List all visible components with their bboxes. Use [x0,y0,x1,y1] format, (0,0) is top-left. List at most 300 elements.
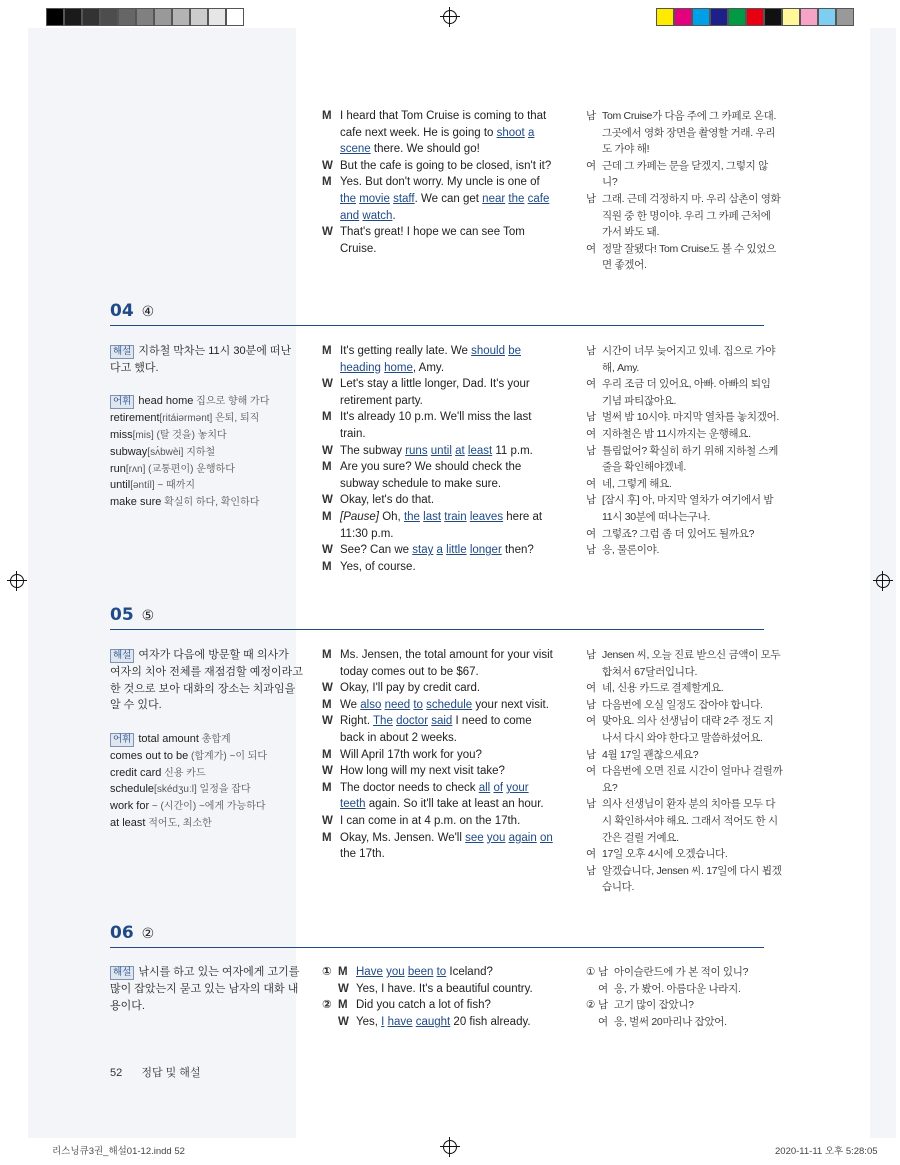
choice-number: ① [322,966,332,978]
translation-line [586,763,782,780]
blank-answer: Have [356,966,383,978]
answer-symbol: ④ [141,303,155,319]
translation-line [586,830,679,847]
translation-text: 11시 30분에 떠나는구나. [602,511,710,523]
vocab-gloss: 은퇴, 퇴직 [212,413,260,425]
dialogue-text: retirement party. [340,394,423,407]
translation-line [586,664,697,681]
vocab-pronunciation: [rʌn] [125,463,146,475]
vocab-word: schedule [110,783,155,796]
translation-line [586,509,710,526]
translation-line [586,108,776,125]
speaker-label: M [322,698,332,711]
translation-text: 요? [602,781,618,794]
dialogue-text: Yes. But don't worry. My uncle is one of [340,176,540,189]
speaker-label: M [322,411,332,424]
vocab-item [110,494,259,512]
vocab-item [110,410,259,428]
vocab-word: until [110,479,131,492]
explanation-text: 여자의 치아 전체를 재점검할 예정이라고 [110,665,303,678]
dialogue-line [322,846,385,863]
explanation-line [110,998,145,1015]
color-bar [656,8,854,26]
translation-text: 그래. 근데 걱정하지 마. 우리 삼촌이 영화 [602,193,781,205]
vocab-item [110,748,267,766]
speaker-label: 남 [598,966,608,978]
choice-number: ② [586,999,596,1012]
translation-line [586,158,768,175]
dialogue-text: here at [503,511,543,523]
explanation-text: 여자가 다음에 방문할 때 의사가 [138,649,289,661]
dialogue-line [322,208,396,225]
blank-answer: the [403,511,420,523]
vocab-gloss: 적어도, 최소한 [145,818,212,829]
dialogue-text: Yes, of course. [340,560,416,573]
speaker-label: 여 [586,715,596,728]
translation-text: 그곳에서 영화 장면을 촬영할 거래. 우리 [602,126,776,139]
speaker-label: M [322,560,332,573]
section-header [110,301,764,326]
dialogue-line [322,360,444,377]
blank-answer: staff [393,193,415,205]
dialogue-line [322,763,505,780]
dialogue-line [322,141,480,158]
translation-text: [잠시 후] 아, 마지막 열차가 여기에서 밤 [602,494,774,507]
speaker-label: W [338,982,349,995]
speaker-label: 여 [598,1015,608,1028]
blank-answer: the [340,193,356,205]
translation-text: 네, 신용 카드로 결제할게요. [602,682,724,695]
translation-line [586,1014,727,1031]
blank-answer: a [436,544,443,557]
translation-text: 고기 많이 잡았니? [614,999,694,1012]
answer-symbol: ⑤ [141,607,155,623]
vocab-item [110,393,269,411]
speaker-label: W [322,444,333,457]
explanation-text: 다고 했다. [110,361,159,374]
blank-answer: be [508,345,521,357]
vocab-word: head home [138,395,194,408]
dialogue-line [322,697,549,714]
translation-text: 시 확인하셔야 해요. 그래서 적어도 한 시 [602,815,778,827]
blank-answer: at [455,444,465,457]
speaker-label: M [322,461,332,474]
translation-line [586,208,771,225]
vocab-item [110,765,206,783]
dialogue-text: train. [340,428,366,440]
vocab-pronunciation: [sʌ́bwèi] [147,446,184,458]
dialogue-text: How long will my next visit take? [340,765,505,778]
dialogue-text: I can come in at 4 p.m. on the 17th. [340,815,521,827]
vocab-gloss: 총합계 [198,734,231,745]
speaker-label: 여 [586,428,596,440]
explanation-line [110,343,291,360]
footer-title: 정답 및 해설 [141,1067,201,1079]
translation-line [586,697,763,714]
speaker-label: W [322,378,333,391]
vocab-gloss: (교통편이) 운행하다 [145,463,235,475]
translation-text: 기념 파티잖아요. [602,394,677,407]
dialogue-line [322,559,416,576]
translation-line [586,141,649,158]
speaker-label: M [322,781,332,794]
slug-date: 2020-11-11 오후 5:28:05 [775,1146,878,1157]
translation-line [586,376,771,393]
translation-text: 면 좋겠어. [602,259,647,272]
blank-answer: scene [340,143,371,156]
dialogue-text: It's getting really late. We [340,345,472,357]
blank-answer: should [471,345,505,357]
dialogue-line [322,191,549,208]
dialogue-text: your next visit. [472,698,549,711]
dialogue-text: 20 fish already. [450,1015,531,1028]
vocab-item [110,444,215,462]
vocab-gloss: 집으로 향해 가다 [193,396,270,408]
speaker-label: 여 [598,982,608,995]
speaker-label: 여 [586,848,596,861]
translation-line [586,409,779,426]
translation-line [586,492,773,509]
speaker-label: 여 [586,765,596,778]
dialogue-line [322,343,521,360]
translation-line [586,476,672,493]
translation-text: 벌써 밤 10시야. 마지막 열차를 놓치겠어. [602,411,780,424]
speaker-label: M [322,110,332,122]
translation-text: 시간이 너무 늦어지고 있네. 집으로 가야 [602,345,776,357]
registration-mark-icon [876,574,890,588]
translation-line [586,459,686,476]
explanation-text: 알 수 있다. [110,699,162,712]
question-number: 06 [110,923,134,943]
dialogue-line [322,747,482,764]
dialogue-line [322,813,520,830]
explanation-text: 한 것으로 보아 대화의 장소는 치과임을 [110,682,296,695]
dialogue-line [322,476,501,493]
explanation-line [110,697,162,714]
dialogue-text: I need to come [452,715,532,728]
question-number: 04 [110,301,134,321]
vocab-pronunciation: [mis] [132,430,154,441]
dialogue-line [322,443,533,460]
translation-line [586,191,780,208]
dialogue-text: again. So it'll take at least an hour. [365,798,544,811]
dialogue-line [322,647,553,664]
dialogue-text: back in about 2 weeks. [340,732,457,744]
blank-answer: last [423,511,442,523]
dialogue-text: The subway [340,444,406,457]
section-header [110,923,764,948]
dialogue-text: 11 p.m. [492,444,533,457]
dialogue-line [322,664,479,681]
blank-answer: watch [362,209,393,222]
dialogue-text: Ms. Jensen, the total amount for your visit [340,649,553,661]
speaker-label: M [338,999,348,1012]
vocab-word: comes out to be [110,749,189,762]
blank-answer: doctor [396,715,429,728]
dialogue-line [322,241,376,258]
speaker-label: W [322,815,333,827]
speaker-label: 남 [586,748,596,761]
speaker-label: W [322,682,333,695]
vocab-gloss: 확실히 하다, 확인하다 [161,497,260,509]
dialogue-text: Okay, Ms. Jensen. We'll [340,831,466,844]
speaker-label: W [322,544,333,557]
vocab-word: run [110,462,126,475]
translation-text: 간은 걸릴 거예요. [602,831,679,844]
translation-text: 도 가야 해! [602,143,650,156]
vocab-pronunciation: [əntíl] [130,480,155,492]
blank-answer: leaves [469,511,504,523]
explanation-line [110,360,159,377]
vocab-item [110,798,266,816]
translation-line [586,174,617,191]
speaker-label: M [322,511,332,523]
translation-text: Jensen 씨, 오늘 진료 받으신 금액이 모두 [602,649,781,661]
blank-answer: caught [415,1015,451,1028]
vocab-pronunciation: [ritáiərmənt] [159,413,213,425]
dialogue-text: Let's stay a little longer, Dad. It's your [340,378,530,391]
dialogue-line [322,542,534,559]
blank-answer: train [444,511,467,523]
translation-text: 다음번에 오면 진료 시간이 얼마나 걸릴까 [602,765,783,778]
blank-answer: to [436,966,447,978]
translation-line [586,964,748,981]
dialogue-line [322,1014,531,1031]
translation-line [586,360,639,377]
vocab-tag: 어휘 [110,733,134,747]
dialogue-text: cafe next week. He is going to [340,126,497,139]
translation-text: 지하철은 밤 11시까지는 운행해요. [602,428,751,440]
blank-answer: see [465,831,484,844]
speaker-label: 여 [586,378,596,391]
translation-text: 그렇죠? 그럼 좀 더 있어도 될까요? [602,527,755,540]
registration-mark-icon [10,574,24,588]
translation-text: 줄을 확인해야겠네. [602,461,686,474]
speaker-label: W [322,765,333,778]
speaker-label: 남 [586,193,596,205]
dialogue-line [322,393,423,410]
translation-line [586,125,775,142]
dialogue-line [322,426,366,443]
dialogue-line [322,125,534,142]
blank-answer: said [431,715,453,728]
dialogue-text: today comes out to be $67. [340,665,479,678]
dialogue-text: It's already 10 p.m. We'll miss the last [340,411,532,424]
translation-text: 17일 오후 4시에 오겠습니다. [602,848,728,861]
translation-text: 응, 가 봤어. 아름다운 나라지. [614,982,741,995]
translation-text: 응, 물론이야. [602,544,660,557]
dialogue-text: Did you catch a lot of fish? [356,999,491,1012]
blank-answer: a [527,126,535,139]
vocab-word: work for [110,800,150,813]
vocab-word: credit card [110,766,162,779]
translation-line [586,426,751,443]
vocab-word: total amount [138,733,199,745]
speaker-label: M [322,176,332,189]
explanation-line [110,981,298,998]
explanation-text: 용이다. [110,999,145,1012]
dialogue-text: See? Can we [340,544,413,557]
dialogue-text: Iceland? [446,966,493,978]
speaker-label: 남 [586,411,596,424]
translation-text: 틀림없어? 확실히 하기 위해 지하철 스케 [602,444,779,457]
dialogue-line [322,680,480,697]
vocab-word: miss [110,429,133,441]
dialogue-line [322,796,544,813]
translation-text: 네, 그렇게 해요. [602,477,672,490]
translation-text: 아이슬란드에 가 본 적이 있니? [614,966,749,978]
vocab-gloss: (합계가) ~이 되다 [188,750,268,762]
dialogue-text: the 17th. [340,848,385,861]
speaker-label: 남 [586,698,596,711]
dialogue-text: subway schedule to make sure. [340,477,502,490]
translation-line [586,981,741,998]
translation-text: 해, Amy. [602,361,640,374]
dialogue-text: The doctor needs to check [340,781,479,794]
translation-line [586,257,647,274]
speaker-label: 남 [598,999,608,1012]
translation-line [586,343,775,360]
vocab-word: at least [110,817,146,829]
blank-answer: runs [405,444,428,457]
blank-answer: you [386,966,405,978]
dialogue-line [322,509,542,526]
vocab-gloss: 신용 카드 [161,767,206,779]
translation-line [586,879,634,896]
translation-line [586,241,776,258]
slug-filename: 리스닝큐3권_해설01-12.indd 52 [52,1146,185,1157]
translation-text: 직원 중 한 명이야. 우리 그 카페 근처에 [602,209,771,222]
section-header [110,605,764,630]
dialogue-line [322,964,493,981]
dialogue-text: . We can get [414,193,483,205]
explanation-line [110,647,289,664]
speaker-label: 남 [586,345,596,357]
dialogue-text: there. We should go! [370,143,480,156]
blank-answer: all [478,781,491,794]
speaker-label: 남 [586,798,596,811]
dialogue-text: Okay, let's do that. [340,494,435,507]
blank-answer: again [508,831,537,844]
blank-answer: The [373,715,393,728]
dialogue-line [322,492,434,509]
translation-line [586,846,728,863]
blank-answer: near [482,193,506,205]
dialogue-text: Yes, I have. It's a beautiful country. [356,982,533,995]
vocab-pronunciation: [skédʒuːl] [154,784,197,796]
speaker-label: 남 [586,110,596,122]
dialogue-line [322,459,521,476]
vocab-tag: 어휘 [110,395,134,409]
translation-line [586,526,754,543]
vocab-gloss: (탈 것을) 놓치다 [153,430,227,441]
speaker-label: M [322,649,332,661]
translation-text: 정말 잘됐다! Tom Cruise도 볼 수 있었으 [602,242,777,255]
dialogue-line [322,526,394,543]
translation-line [586,443,778,460]
dialogue-line [322,730,457,747]
blank-answer: little [446,544,467,557]
dialogue-text: then? [501,544,534,557]
translation-text: 나서 다시 와야 한다고 말씀하셨어요. [602,732,763,744]
dialogue-line [322,108,546,125]
speaker-label: 남 [586,494,596,507]
registration-mark-icon [443,10,457,24]
speaker-label: W [322,226,333,239]
speaker-label: 남 [586,864,596,877]
dialogue-line [322,981,533,998]
explanation-text: 낚시를 하고 있는 여자에게 고기를 [138,966,300,978]
translation-line [586,863,782,880]
choice-number: ② [322,999,332,1012]
translation-line [586,780,617,797]
blank-answer: on [539,831,553,844]
blank-answer: shoot [496,126,525,139]
speaker-label: M [322,831,332,844]
explanation-tag: 해설 [110,966,134,980]
speaker-label: W [322,494,333,507]
blank-answer: have [387,1015,413,1028]
blank-answer: longer [469,544,502,557]
blank-answer: been [407,966,434,978]
dialogue-text: I heard that Tom Cruise is coming to that [340,110,547,122]
blank-answer: need [384,698,411,711]
blank-answer: I [381,1015,385,1028]
translation-line [586,224,659,241]
vocab-gloss: 일정을 잡다 [196,784,251,796]
translation-line [586,730,763,747]
vocab-item [110,477,195,495]
explanation-tag: 해설 [110,649,134,663]
speaker-label: 여 [586,477,596,490]
explanation-text: 지하철 막차는 11시 30분에 떠난 [138,345,292,357]
vocab-gloss: 지하철 [183,446,216,458]
choice-number: ① [586,966,596,978]
speaker-label: M [322,748,332,761]
dialogue-text: Cruise. [340,242,377,255]
vocab-word: subway [110,445,148,458]
question-number: 05 [110,605,134,625]
blank-answer: home [384,361,413,374]
speaker-label: 남 [586,444,596,457]
translation-text: 맞아요. 의사 선생님이 대략 2주 정도 지 [602,715,774,728]
translation-text: 응, 벌써 20마리나 잡았어. [614,1015,727,1028]
dialogue-line [322,830,553,847]
dialogue-text: 11:30 p.m. [340,527,394,540]
translation-line [586,796,775,813]
dialogue-text: [Pause] [340,511,379,523]
page-number: 52 [110,1067,123,1079]
blank-answer: you [486,831,506,844]
speaker-label: 남 [586,544,596,557]
blank-answer: heading [340,361,381,374]
dialogue-text: Yes, [356,1015,382,1028]
vocab-item [110,461,235,479]
vocab-item [110,815,212,833]
dialogue-line [322,997,491,1014]
explanation-tag: 해설 [110,345,134,359]
translation-text: 근데 그 카페는 문을 닫겠지, 그렇지 않 [602,159,768,172]
translation-line [586,680,723,697]
dialogue-line [322,174,540,191]
dialogue-line [322,713,532,730]
dialogue-text: Are you sure? We should check the [340,461,522,474]
dialogue-line [322,780,529,797]
speaker-label: 여 [586,682,596,695]
blank-answer: also [360,698,382,711]
blank-answer: until [430,444,452,457]
speaker-label: 남 [586,649,596,661]
